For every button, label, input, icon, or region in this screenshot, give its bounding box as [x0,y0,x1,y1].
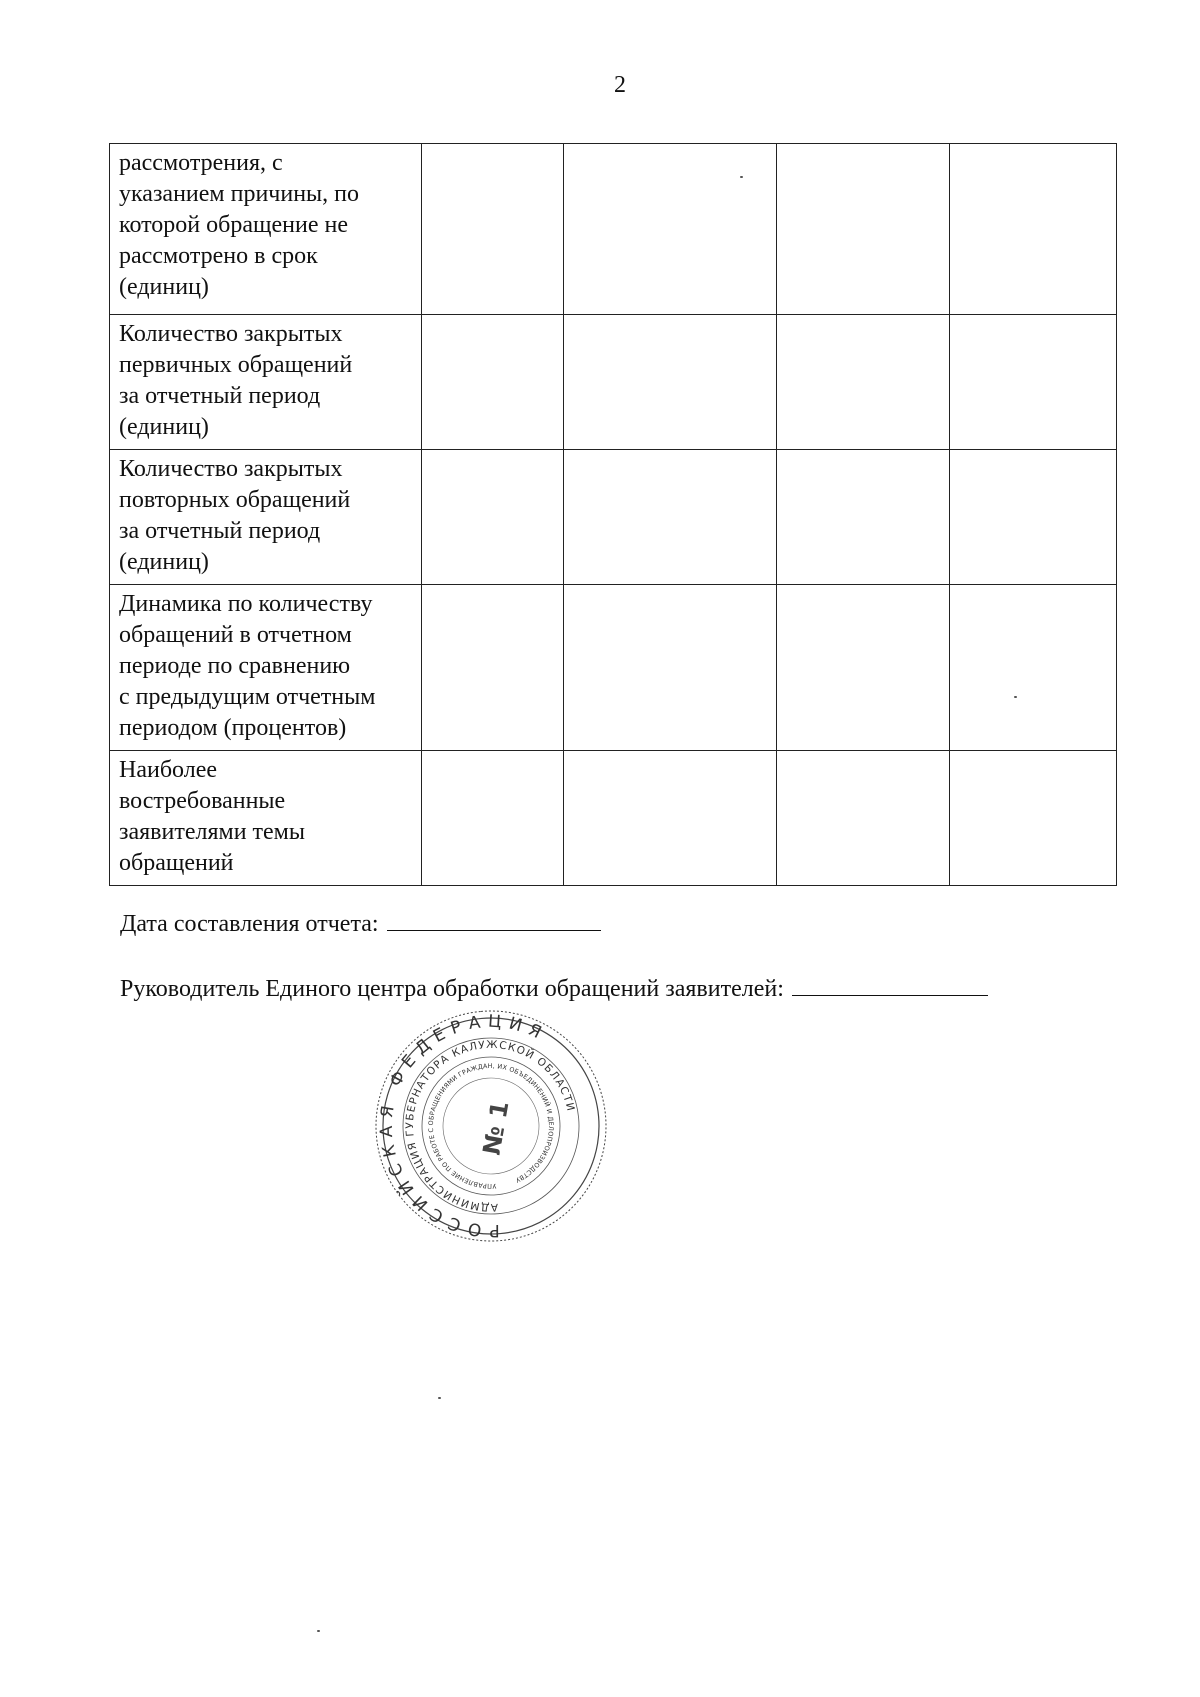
label-line: за отчетный период [119,383,321,409]
table-cell [777,315,950,450]
seal-middle-text-path: АДМИНИСТРАЦИЯ ГУБЕРНАТОРА КАЛУЖСКОЙ ОБЛАСТИ [403,1038,577,1214]
label-line: с предыдущим отчетным [119,684,376,710]
report-date-label: Дата составления отчета: [120,911,379,937]
table-cell [777,585,950,751]
table-cell [564,144,777,315]
table-cell [950,315,1117,450]
label-line: Наиболее [119,757,218,783]
seal-inner-text-path: УПРАВЛЕНИЕ ПО РАБОТЕ С ОБРАЩЕНИЯМИ ГРАЖДАН, ИХ ОБЪЕДИНЕНИЙ И ДЕЛОПРОИЗВОДСТВУ [426,1061,556,1191]
table-cell [422,315,564,450]
row-label [110,450,422,585]
table-row [110,450,1117,585]
label-line: Количество закрытых [119,321,343,347]
table-cell [777,751,950,886]
label-line: повторных обращений [119,487,351,513]
table-row [110,144,1117,315]
table-cell [564,450,777,585]
label-line: указанием причины, по [119,181,360,207]
table-cell [950,450,1117,585]
row-label [110,144,422,315]
head-signature-blank[interactable] [792,973,988,996]
table-cell [422,585,564,751]
label-line: рассмотрения, с [119,150,283,176]
seal-outer-text-path: РОССИЙСКАЯ ФЕДЕРАЦИЯ [376,1011,551,1241]
table-cell [777,450,950,585]
label-line: (единиц) [119,274,209,300]
table-row [110,585,1117,751]
label-line: периодом (процентов) [119,715,347,741]
label-line: обращений в отчетном [119,622,352,648]
row-label [110,751,422,886]
table-cell [950,585,1117,751]
report-date-blank[interactable] [387,908,601,931]
seal-number: № 1 [477,1099,515,1157]
label-line: обращений [119,850,234,876]
official-seal [373,1008,609,1244]
table-cell [564,751,777,886]
report-date-line [120,908,601,938]
table-row [110,315,1117,450]
table-cell [950,144,1117,315]
label-line: (единиц) [119,549,209,575]
label-line: (единиц) [119,414,209,440]
head-signature-line [120,973,988,1003]
label-line: востребованные [119,788,286,814]
table-cell [422,751,564,886]
table-cell [422,450,564,585]
table-cell [422,144,564,315]
label-line: заявителями темы [119,819,305,845]
row-label [110,315,422,450]
scan-speck [438,1397,441,1399]
report-table [109,143,1117,886]
label-line: периоде по сравнению [119,653,351,679]
label-line: за отчетный период [119,518,321,544]
row-label [110,585,422,751]
table-cell [777,144,950,315]
page-number: 2 [614,72,626,98]
label-line: которой обращение не [119,212,348,238]
label-line: Динамика по количеству [119,591,373,617]
scan-speck [740,176,743,178]
table-cell [564,585,777,751]
head-label: Руководитель Единого центра обработки обращений заявителей: [120,976,784,1002]
label-line: рассмотрено в срок [119,243,318,269]
label-line: первичных обращений [119,352,353,378]
scan-speck [1014,696,1017,698]
label-line: Количество закрытых [119,456,343,482]
table-row [110,751,1117,886]
scan-speck [317,1630,320,1632]
table-cell [564,315,777,450]
table-cell [950,751,1117,886]
